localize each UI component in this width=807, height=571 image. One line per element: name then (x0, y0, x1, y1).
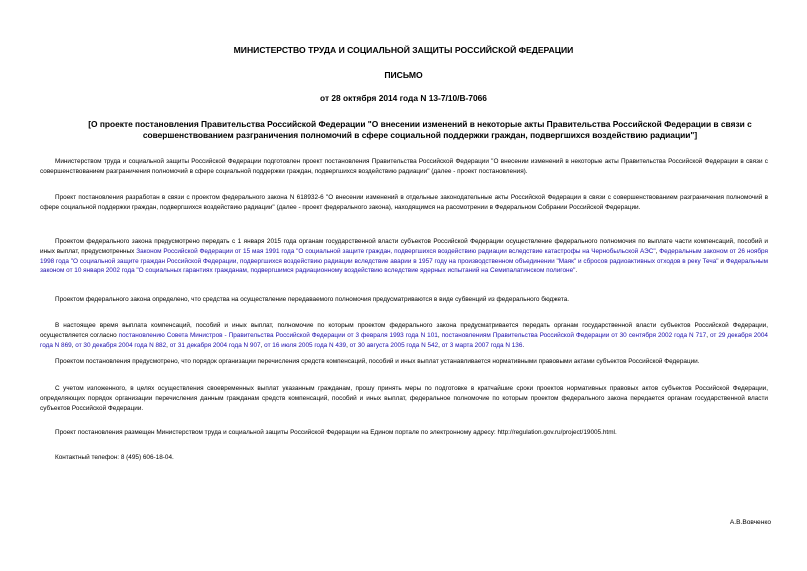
paragraph-5-text-5: , (166, 341, 170, 349)
document-date-number: от 28 октября 2014 года N 13-7/10/В-7066 (320, 93, 487, 103)
decree-link-2004-882[interactable]: от 30 декабря 2004 года N 882 (75, 341, 167, 349)
decree-link-2004-907[interactable]: от 31 декабря 2004 года N 907 (169, 341, 261, 349)
document-title: [О проекте постановления Правительства Российской Федерации "О внесении изменений в некоторые акты Правительства Российской Федерации в связи с совершенствованием разграничения полномочий в сфере социальной поддержки граждан, подвергшихся воздействию радиации"] (88, 119, 752, 140)
decree-link-2005-439[interactable]: от 16 июля 2005 года N 439 (264, 341, 347, 349)
paragraph-3 (40, 237, 768, 276)
paragraph-5-text-6: , (260, 341, 265, 349)
paragraph-3-text-4: . (575, 267, 578, 275)
paragraph-5-text-2: , (437, 331, 442, 339)
ministry-heading: МИНИСТЕРСТВО ТРУДА И СОЦИАЛЬНОЙ ЗАЩИТЫ РОССИЙСКОЙ ФЕДЕРАЦИИ (233, 45, 574, 55)
law-link-1991[interactable]: Законом Российской Федерации от 15 мая 1991 года "О социальной защите граждан, подвергшихся воздействию радиации вследствие катастрофы на Чернобыльской АЭС" (136, 247, 656, 255)
paragraph-4: Проектом федерального закона определено, что средства на осуществление передаваемого полномочия предусматриваются в виде субвенций из федерального бюджета. (55, 296, 570, 303)
paragraph-5-text-4: , (71, 341, 76, 349)
decree-link-1993[interactable]: постановлению Совета Министров - Правительства Российской Федерации от 3 февраля 1993 года N 101 (118, 331, 438, 339)
contact-phone: Контактный телефон: 8 (495) 606-18-04. (55, 454, 174, 461)
law-link-2002[interactable]: Федеральным законом от 10 января 2002 года "О социальных гарантиях гражданам, подвергшимся радиационному воздействию вследствие ядерных испытаний на Семипалатинском полигоне" (40, 257, 768, 275)
paragraph-3-text-3: и (718, 257, 726, 265)
paragraph-8: Проект постановления размещен Министерством труда и социальной защиты Российской Федерации на Едином портале по электронному адресу: http://regulation.gov.ru/project/19005.html. (55, 429, 617, 436)
paragraph-6: Проектом постановления предусмотрено, что порядок организации перечисления средств компенсаций, пособий и иных выплат устанавливается нормативными правовыми актами субъектов Российской Федерации. (55, 358, 700, 365)
paragraph-1: Министерством труда и социальной защиты Российской Федерации подготовлен проект постановления Правительства Российской Федерации "О внесении изменений в некоторые акты Правительства Российской Федерации в связи с совершенствованием разграничения полномочий в сфере социальной поддержки граждан, подвергшихся воздействию радиации" (далее - проект постановления). (40, 158, 768, 175)
paragraph-7: С учетом изложенного, в целях осуществления своевременных выплат указанным гражданам, прошу принять меры по подготовке в кратчайшие сроки проектов нормативных правовых актов субъектов Российской Федерации, определяющих порядок организации перечисления данным гражданам средств компенсаций, пособий и иных выплат, федеральное полномочие по которым проектом федерального закона передается органам государственной власти субъектов Российской Федерации. (40, 385, 768, 412)
paragraph-5-text-8: , (438, 341, 442, 349)
law-link-1998[interactable]: Федеральным законом от 26 ноября 1998 года "О социальной защите граждан Российской Федерации, подвергшихся воздействию радиации вследствие аварии в 1957 году на производственном объединении "Маяк" и сбросов радиоактивных отходов в реку Теча" (40, 247, 768, 265)
paragraph-5 (40, 321, 768, 350)
paragraph-5-text-1: В настоящее время выплата компенсаций, пособий и иных выплат, полномочие по которым проектом федерального закона предусматривается передать органам государственной власти субъектов Российской Федерации, осуществляется согласно (40, 322, 768, 339)
paragraph-3-text-1: Проектом федерального закона предусмотрено передать с 1 января 2015 года органам государственной власти субъектов Российской Федерации осуществление федерального полномочия по выплате части компенсаций, пособий и иных выплат, предусмотренных (40, 238, 768, 255)
decree-link-2007-136[interactable]: от 3 марта 2007 года N 136 (441, 341, 523, 349)
paragraph-2: Проект постановления разработан в связи с проектом федерального закона N 618932-6 "О внесении изменений в отдельные законодательные акты Российской Федерации в связи с совершенствованием разграничения полномочий в сфере социальной поддержки граждан, подвергшихся воздействию радиации" (далее - проект федерального закона), находящимся на рассмотрении в Федеральном Собрании Российской Федерации. (40, 194, 768, 211)
paragraph-5-text-7: , (346, 341, 350, 349)
signature: А.В.Вовченко (729, 519, 771, 526)
paragraph-3-text-2: , (655, 247, 660, 255)
document-type: ПИСЬМО (384, 70, 423, 80)
decree-link-2002[interactable]: постановлениям Правительства Российской Федерации от 30 сентября 2002 года N 717 (441, 331, 707, 339)
decree-link-2005-542[interactable]: от 30 августа 2005 года N 542 (349, 341, 439, 349)
paragraph-5-text-3: , (706, 331, 710, 339)
paragraph-5-text-9: . (522, 341, 525, 349)
decree-link-2004-869[interactable]: от 29 декабря 2004 года N 869 (40, 331, 768, 349)
